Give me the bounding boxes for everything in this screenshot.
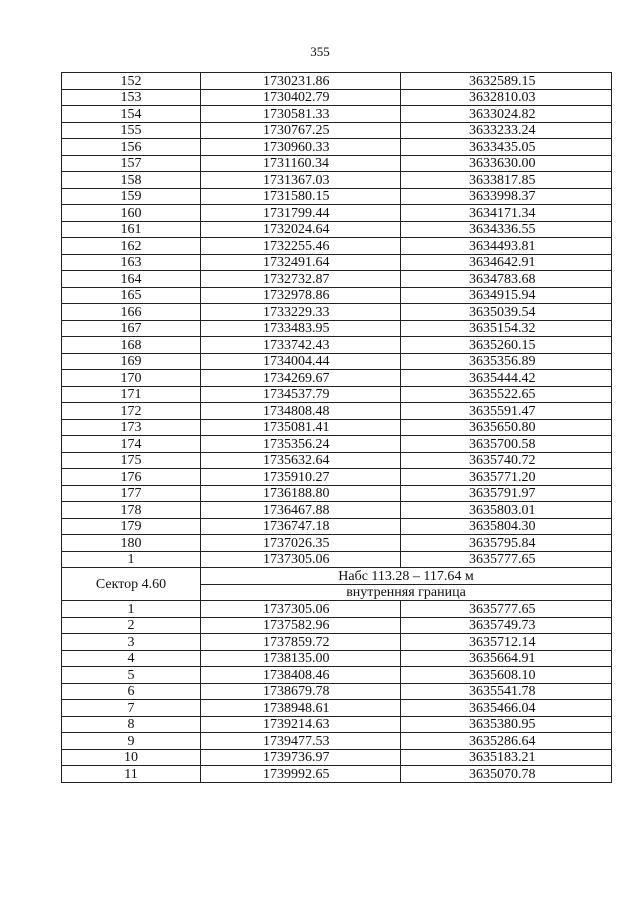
sector-height-range: Набс 113.28 – 117.64 м [201,568,612,585]
point-number: 3 [62,634,201,651]
point-number: 169 [62,353,201,370]
y-coordinate: 3635777.65 [401,601,612,618]
y-coordinate: 3635070.78 [401,766,612,783]
point-number: 175 [62,452,201,469]
table-row [62,436,612,453]
point-number: 170 [62,370,201,387]
y-coordinate: 3635795.84 [401,535,612,552]
table-row [62,683,612,700]
table-row [62,716,612,733]
x-coordinate: 1739992.65 [201,766,401,783]
point-number: 162 [62,238,201,255]
x-coordinate: 1735081.41 [201,419,401,436]
table-row [62,700,612,717]
table-row [62,650,612,667]
point-number: 172 [62,403,201,420]
x-coordinate: 1735632.64 [201,452,401,469]
table-row [62,518,612,535]
x-coordinate: 1738679.78 [201,683,401,700]
coordinates-table [61,72,612,783]
y-coordinate: 3635541.78 [401,683,612,700]
y-coordinate: 3635777.65 [401,551,612,568]
point-number: 167 [62,320,201,337]
table-row [62,667,612,684]
y-coordinate: 3634171.34 [401,205,612,222]
y-coordinate: 3635591.47 [401,403,612,420]
x-coordinate: 1739477.53 [201,733,401,750]
x-coordinate: 1737582.96 [201,617,401,634]
table-row [62,238,612,255]
x-coordinate: 1737305.06 [201,601,401,618]
x-coordinate: 1733229.33 [201,304,401,321]
point-number: 5 [62,667,201,684]
point-number: 4 [62,650,201,667]
y-coordinate: 3633024.82 [401,106,612,123]
point-number: 153 [62,89,201,106]
sector-row [62,568,612,585]
point-number: 155 [62,122,201,139]
x-coordinate: 1732978.86 [201,287,401,304]
table-row [62,188,612,205]
table-row [62,403,612,420]
point-number: 1 [62,601,201,618]
point-number: 6 [62,683,201,700]
y-coordinate: 3634783.68 [401,271,612,288]
x-coordinate: 1734537.79 [201,386,401,403]
y-coordinate: 3633233.24 [401,122,612,139]
y-coordinate: 3635700.58 [401,436,612,453]
y-coordinate: 3635380.95 [401,716,612,733]
table-row [62,89,612,106]
table-row [62,551,612,568]
x-coordinate: 1739736.97 [201,749,401,766]
point-number: 161 [62,221,201,238]
point-number: 1 [62,551,201,568]
x-coordinate: 1739214.63 [201,716,401,733]
x-coordinate: 1734004.44 [201,353,401,370]
table-row [62,139,612,156]
x-coordinate: 1733742.43 [201,337,401,354]
point-number: 165 [62,287,201,304]
table-row [62,419,612,436]
x-coordinate: 1730231.86 [201,73,401,90]
table-row [62,304,612,321]
y-coordinate: 3633435.05 [401,139,612,156]
y-coordinate: 3634642.91 [401,254,612,271]
point-number: 10 [62,749,201,766]
table-row [62,172,612,189]
point-number: 180 [62,535,201,552]
y-coordinate: 3635154.32 [401,320,612,337]
page-number: 355 [310,44,330,59]
y-coordinate: 3635466.04 [401,700,612,717]
x-coordinate: 1737859.72 [201,634,401,651]
x-coordinate: 1738135.00 [201,650,401,667]
x-coordinate: 1731799.44 [201,205,401,222]
y-coordinate: 3635356.89 [401,353,612,370]
point-number: 154 [62,106,201,123]
x-coordinate: 1734808.48 [201,403,401,420]
x-coordinate: 1731580.15 [201,188,401,205]
table-row [62,733,612,750]
point-number: 11 [62,766,201,783]
y-coordinate: 3633998.37 [401,188,612,205]
table-row [62,205,612,222]
x-coordinate: 1737026.35 [201,535,401,552]
table-row [62,320,612,337]
table-body-top [62,73,612,568]
table-row [62,370,612,387]
table-row [62,502,612,519]
point-number: 171 [62,386,201,403]
table-row [62,271,612,288]
y-coordinate: 3632810.03 [401,89,612,106]
point-number: 157 [62,155,201,172]
point-number: 177 [62,485,201,502]
y-coordinate: 3635444.42 [401,370,612,387]
point-number: 158 [62,172,201,189]
table-row [62,634,612,651]
point-number: 166 [62,304,201,321]
point-number: 174 [62,436,201,453]
x-coordinate: 1734269.67 [201,370,401,387]
table-body-bottom [62,601,612,783]
x-coordinate: 1736467.88 [201,502,401,519]
x-coordinate: 1735356.24 [201,436,401,453]
table-row [62,122,612,139]
point-number: 9 [62,733,201,750]
y-coordinate: 3635664.91 [401,650,612,667]
point-number: 2 [62,617,201,634]
table-row [62,485,612,502]
point-number: 7 [62,700,201,717]
x-coordinate: 1732491.64 [201,254,401,271]
x-coordinate: 1730402.79 [201,89,401,106]
table-row [62,155,612,172]
point-number: 178 [62,502,201,519]
y-coordinate: 3635712.14 [401,634,612,651]
y-coordinate: 3633630.00 [401,155,612,172]
point-number: 176 [62,469,201,486]
y-coordinate: 3635522.65 [401,386,612,403]
point-number: 160 [62,205,201,222]
x-coordinate: 1735910.27 [201,469,401,486]
y-coordinate: 3635183.21 [401,749,612,766]
x-coordinate: 1733483.95 [201,320,401,337]
x-coordinate: 1738408.46 [201,667,401,684]
y-coordinate: 3635803.01 [401,502,612,519]
y-coordinate: 3635791.97 [401,485,612,502]
x-coordinate: 1732255.46 [201,238,401,255]
point-number: 156 [62,139,201,156]
x-coordinate: 1736188.80 [201,485,401,502]
point-number: 152 [62,73,201,90]
table-row [62,221,612,238]
sector-label: Сектор 4.60 [62,568,201,601]
y-coordinate: 3635771.20 [401,469,612,486]
y-coordinate: 3635260.15 [401,337,612,354]
sector-header [62,568,612,601]
sector-boundary: внутренняя граница [201,584,612,601]
point-number: 179 [62,518,201,535]
x-coordinate: 1730581.33 [201,106,401,123]
table-row [62,535,612,552]
y-coordinate: 3635804.30 [401,518,612,535]
table-row [62,287,612,304]
table-row [62,353,612,370]
table-row [62,106,612,123]
y-coordinate: 3634493.81 [401,238,612,255]
x-coordinate: 1731367.03 [201,172,401,189]
table-row [62,73,612,90]
table-row [62,386,612,403]
y-coordinate: 3635039.54 [401,304,612,321]
point-number: 168 [62,337,201,354]
table-row [62,337,612,354]
x-coordinate: 1732024.64 [201,221,401,238]
y-coordinate: 3632589.15 [401,73,612,90]
table-row [62,469,612,486]
y-coordinate: 3635749.73 [401,617,612,634]
table-row [62,452,612,469]
y-coordinate: 3634336.55 [401,221,612,238]
x-coordinate: 1737305.06 [201,551,401,568]
x-coordinate: 1730960.33 [201,139,401,156]
point-number: 159 [62,188,201,205]
x-coordinate: 1736747.18 [201,518,401,535]
point-number: 163 [62,254,201,271]
table-row [62,601,612,618]
point-number: 164 [62,271,201,288]
y-coordinate: 3635286.64 [401,733,612,750]
y-coordinate: 3634915.94 [401,287,612,304]
table-row [62,617,612,634]
y-coordinate: 3635740.72 [401,452,612,469]
y-coordinate: 3635608.10 [401,667,612,684]
x-coordinate: 1731160.34 [201,155,401,172]
x-coordinate: 1732732.87 [201,271,401,288]
point-number: 173 [62,419,201,436]
table-row [62,766,612,783]
y-coordinate: 3633817.85 [401,172,612,189]
x-coordinate: 1730767.25 [201,122,401,139]
table-row [62,254,612,271]
table-row [62,749,612,766]
y-coordinate: 3635650.80 [401,419,612,436]
point-number: 8 [62,716,201,733]
x-coordinate: 1738948.61 [201,700,401,717]
